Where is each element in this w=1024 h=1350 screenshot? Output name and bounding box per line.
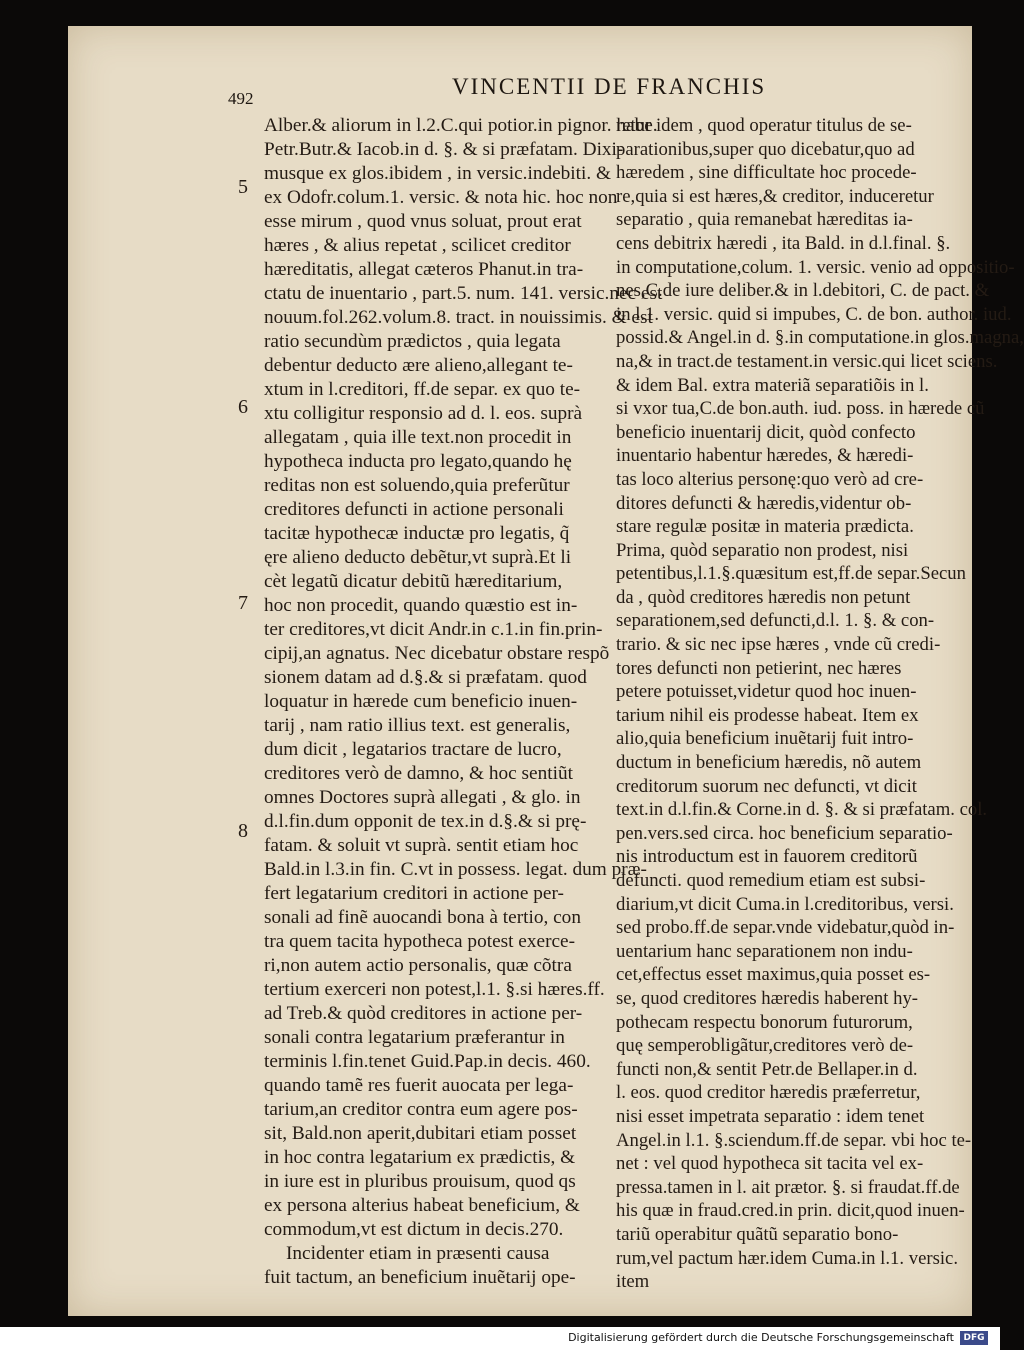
text-line: fert legatarium creditori in actione per-	[264, 883, 564, 904]
text-line: hæredem , sine difficultate hoc procede-	[616, 162, 917, 184]
text-line: trario. & sic nec ipse hæres , vnde cũ credi-	[616, 634, 941, 656]
text-line: Petr.Butr.& Iacob.in d. §. & si præfatam. Dixi-	[264, 139, 624, 160]
text-line: possid.& Angel.in d. §.in computatione.in glos.magna,	[616, 327, 1024, 349]
margin-number: 6	[238, 396, 248, 418]
text-line: cet,effectus esset maximus,quia posset es-	[616, 964, 931, 986]
text-line: quę semperobligãtur,creditores verò de-	[616, 1035, 914, 1057]
margin-number: 8	[238, 820, 248, 842]
text-line: Prima, quòd separatio non prodest, nisi	[616, 539, 909, 561]
text-line: defuncti. quod remedium etiam est subsi-	[616, 870, 926, 891]
text-line: parationibus,super quo dicebatur,quo ad	[616, 138, 915, 160]
text-line: tarij , nam ratio illius text. est generalis,	[264, 715, 571, 736]
text-line: sit, Bald.non aperit,dubitari etiam posset	[264, 1123, 577, 1144]
text-line: tas loco alterius personę:quo verò ad cre-	[616, 468, 924, 490]
text-line: l. eos. quod creditor hæredis præferretur,	[616, 1082, 921, 1104]
text-line: ad Treb.& quòd creditores in actione per-	[264, 1003, 583, 1024]
text-line: inuentario habentur hæredes, & hæredi-	[616, 445, 914, 467]
text-line: dum dicit , legatarios tractare de lucro,	[264, 739, 562, 760]
text-line: creditorum suorum nec defuncti, vt dicit	[616, 775, 917, 797]
text-line: tores defuncti non petierint, nec hæres	[616, 657, 902, 679]
text-line: cens debitrix hæredi , ita Bald. in d.l.final. §.	[616, 232, 951, 254]
text-line: pressa.tamen in l. ait prætor. §. si fraudat.ff.de	[616, 1176, 960, 1198]
text-line: tariũ operabitur quãtũ separatio bono-	[616, 1223, 899, 1245]
running-head: VINCENTII DE FRANCHIS	[452, 74, 767, 99]
text-line: hæreditatis, allegat cæteros Phanut.in tra-	[264, 259, 584, 280]
text-line: tarium,an creditor contra eum agere pos-	[264, 1099, 578, 1120]
text-line: ctatu de inuentario , part.5. num. 141. versic.nec est	[264, 283, 663, 304]
text-line: ratio secundùm prædictos , quia legata	[264, 331, 561, 352]
text-line: separatio , quia remanebat hæreditas ia-	[616, 209, 913, 231]
text-line: sionem datam ad d.§.& si præfatam. quod	[264, 667, 587, 688]
text-line: cipij,an agnatus. Nec dicebatur obstare respõ	[264, 643, 610, 664]
text-line: tacitæ hypothecæ inductæ pro legatis, q̃	[264, 523, 570, 544]
text-line: ęre alieno deducto debẽtur,vt suprà.Et li	[264, 547, 572, 568]
text-line: tarium nihil eis prodesse habeat. Item ex	[616, 704, 919, 726]
text-line: esse mirum , quod vnus soluat, prout erat	[264, 211, 582, 232]
text-line: petentibus,l.1.§.quæsitum est,ff.de separ.Secun	[616, 563, 966, 585]
text-line: item	[616, 1271, 650, 1293]
text-line: allegatam , quia ille text.non procedit in	[264, 427, 572, 448]
text-line: hoc non procedit, quando quæstio est in-	[264, 595, 578, 616]
text-line: nouum.fol.262.volum.8. tract. in nouissimis. & est	[264, 307, 653, 328]
text-line: creditores verò de damno, & hoc sentiũt	[264, 763, 573, 784]
text-line: omnes Doctores suprà allegati , & glo. in	[264, 787, 581, 808]
text-line: rum,vel pactum hær.idem Cuma.in l.1. versic.	[616, 1247, 959, 1269]
text-line: text.in d.l.fin.& Corne.in d. §. & si præfatam. col.	[616, 799, 988, 821]
text-line: hæres , & alius repetat , scilicet creditor	[264, 235, 571, 256]
text-line: Incidenter etiam in præsenti causa	[286, 1243, 550, 1264]
text-line: in hoc contra legatarium ex prædictis, &	[264, 1147, 576, 1168]
text-line: pothecam respectu bonorum futurorum,	[616, 1011, 913, 1033]
text-line: debentur deducto ære alieno,allegant te-	[264, 355, 573, 376]
text-line: ex Odofr.colum.1. versic. & nota hic. hoc non	[264, 187, 618, 208]
text-line: his quæ in fraud.cred.in prin. dicit,quod inuen-	[616, 1200, 965, 1222]
text-line: & idem Bal. extra materiã separatiõis in l.	[616, 374, 929, 396]
text-line: re,quia si est hæres,& creditor, induceretur	[616, 185, 934, 207]
text-line: terminis l.fin.tenet Guid.Pap.in decis. 460.	[264, 1051, 591, 1072]
text-line: ductum in beneficium hæredis, nõ autem	[616, 752, 922, 774]
text-line: sonali ad finẽ auocandi bona à tertio, con	[264, 907, 581, 928]
text-line: in iure est in pluribus prouisum, quod qs	[264, 1171, 576, 1192]
text-line: nes,C.de iure deliber.& in l.debitori, C. de pact. &	[616, 280, 990, 302]
page-number: 492	[228, 89, 254, 108]
margin-number: 7	[238, 592, 248, 614]
text-line: sonali contra legatarium præferantur in	[264, 1027, 565, 1048]
text-line: xtum in l.creditori, ff.de separ. ex quo te-	[264, 379, 581, 400]
text-line: net : vel quod hypotheca sit tacita vel ex-	[616, 1153, 924, 1175]
text-line: ter creditores,vt dicit Andr.in c.1.in fin.prin-	[264, 619, 603, 640]
text-line: alio,quia beneficium inuẽtarij fuit intro-	[616, 728, 914, 750]
text-line: nis introductum est in fauorem creditorũ	[616, 846, 918, 868]
text-line: si vxor tua,C.de bon.auth. iud. poss. in hærede cũ	[616, 398, 985, 420]
text-line: ex persona alterius habeat beneficium, &	[264, 1195, 580, 1216]
text-line: reditas non est soluendo,quia preferũtur	[264, 475, 570, 496]
text-line: da , quòd creditores hæredis non petunt	[616, 586, 911, 608]
text-line: nisi esset impetrata separatio : idem tenet	[616, 1105, 925, 1127]
text-line: fuit tactum, an beneficium inuẽtarij ope-	[264, 1267, 576, 1288]
text-line: stare regulæ positæ in materia prædicta.	[616, 516, 914, 538]
footer-credit: Digitalisierung gefördert durch die Deutsche Forschungsgemeinschaft	[568, 1331, 954, 1344]
text-column-right	[616, 114, 1024, 1294]
text-line: fatam. & soluit vt suprà. sentit etiam hoc	[264, 835, 579, 856]
dfg-logo: DFG	[960, 1331, 988, 1345]
text-line: beneficio inuentarij dicit, quòd confecto	[616, 421, 916, 443]
text-line: petere potuisset,videtur quod hoc inuen-	[616, 681, 917, 703]
text-line: retur idem , quod operatur titulus de se-	[616, 115, 912, 136]
text-line: in l.1. versic. quid si impubes, C. de bon. author. iud.	[616, 303, 1012, 325]
text-line: Angel.in l.1. §.sciendum.ff.de separ. vbi hoc te-	[616, 1129, 972, 1151]
text-line: na,& in tract.de testament.in versic.qui licet sciens.	[616, 350, 998, 372]
text-line: commodum,vt est dictum in decis.270.	[264, 1219, 564, 1240]
text-line: loquatur in hærede cum beneficio inuen-	[264, 691, 578, 712]
text-line: musque ex glos.ibidem , in versic.indebiti. &	[264, 163, 612, 184]
text-line: tertium exerceri non potest,l.1. §.si hæres.ff.	[264, 979, 605, 1000]
text-line: Bald.in l.3.in fin. C.vt in possess. legat. dum præ-	[264, 859, 647, 880]
text-line: hypotheca inducta pro legato,quando hę	[264, 451, 572, 472]
digitization-footer	[0, 1327, 1000, 1350]
text-line: separationem,sed defuncti,d.l. 1. §. & con-	[616, 610, 935, 632]
text-line: pen.vers.sed circa. hoc beneficium separatio-	[616, 822, 953, 844]
text-line: se, quod creditores hæredis haberent hy-	[616, 987, 919, 1009]
text-line: xtu colligitur responsio ad d. l. eos. suprà	[264, 403, 583, 424]
text-line: quando tamẽ res fuerit auocata per lega-	[264, 1075, 574, 1096]
margin-number: 5	[238, 176, 248, 198]
text-line: diarium,vt dicit Cuma.in l.creditoribus, versi.	[616, 893, 954, 915]
text-line: tra quem tacita hypotheca potest exerce-	[264, 931, 576, 952]
text-line: cèt legatũ dicatur debitũ hæreditarium,	[264, 571, 563, 592]
text-line: functi non,& sentit Petr.de Bellaper.in d.	[616, 1058, 918, 1080]
text-line: Alber.& aliorum in l.2.C.qui potior.in pignor. habe.	[264, 115, 658, 136]
text-line: in computatione,colum. 1. versic. venio ad oppositio-	[616, 256, 1015, 278]
text-line: ditores defuncti & hæredis,videntur ob-	[616, 492, 912, 514]
text-line: d.l.fin.dum opponit de tex.in d.§.& si prę-	[264, 811, 587, 832]
text-line: sed probo.ff.de separ.vnde videbatur,quòd in-	[616, 917, 955, 939]
text-line: creditores defuncti in actione personali	[264, 499, 564, 520]
text-line: uentarium hanc separationem non indu-	[616, 940, 913, 962]
text-line: ri,non autem actio personalis, quæ cõtra	[264, 955, 572, 976]
